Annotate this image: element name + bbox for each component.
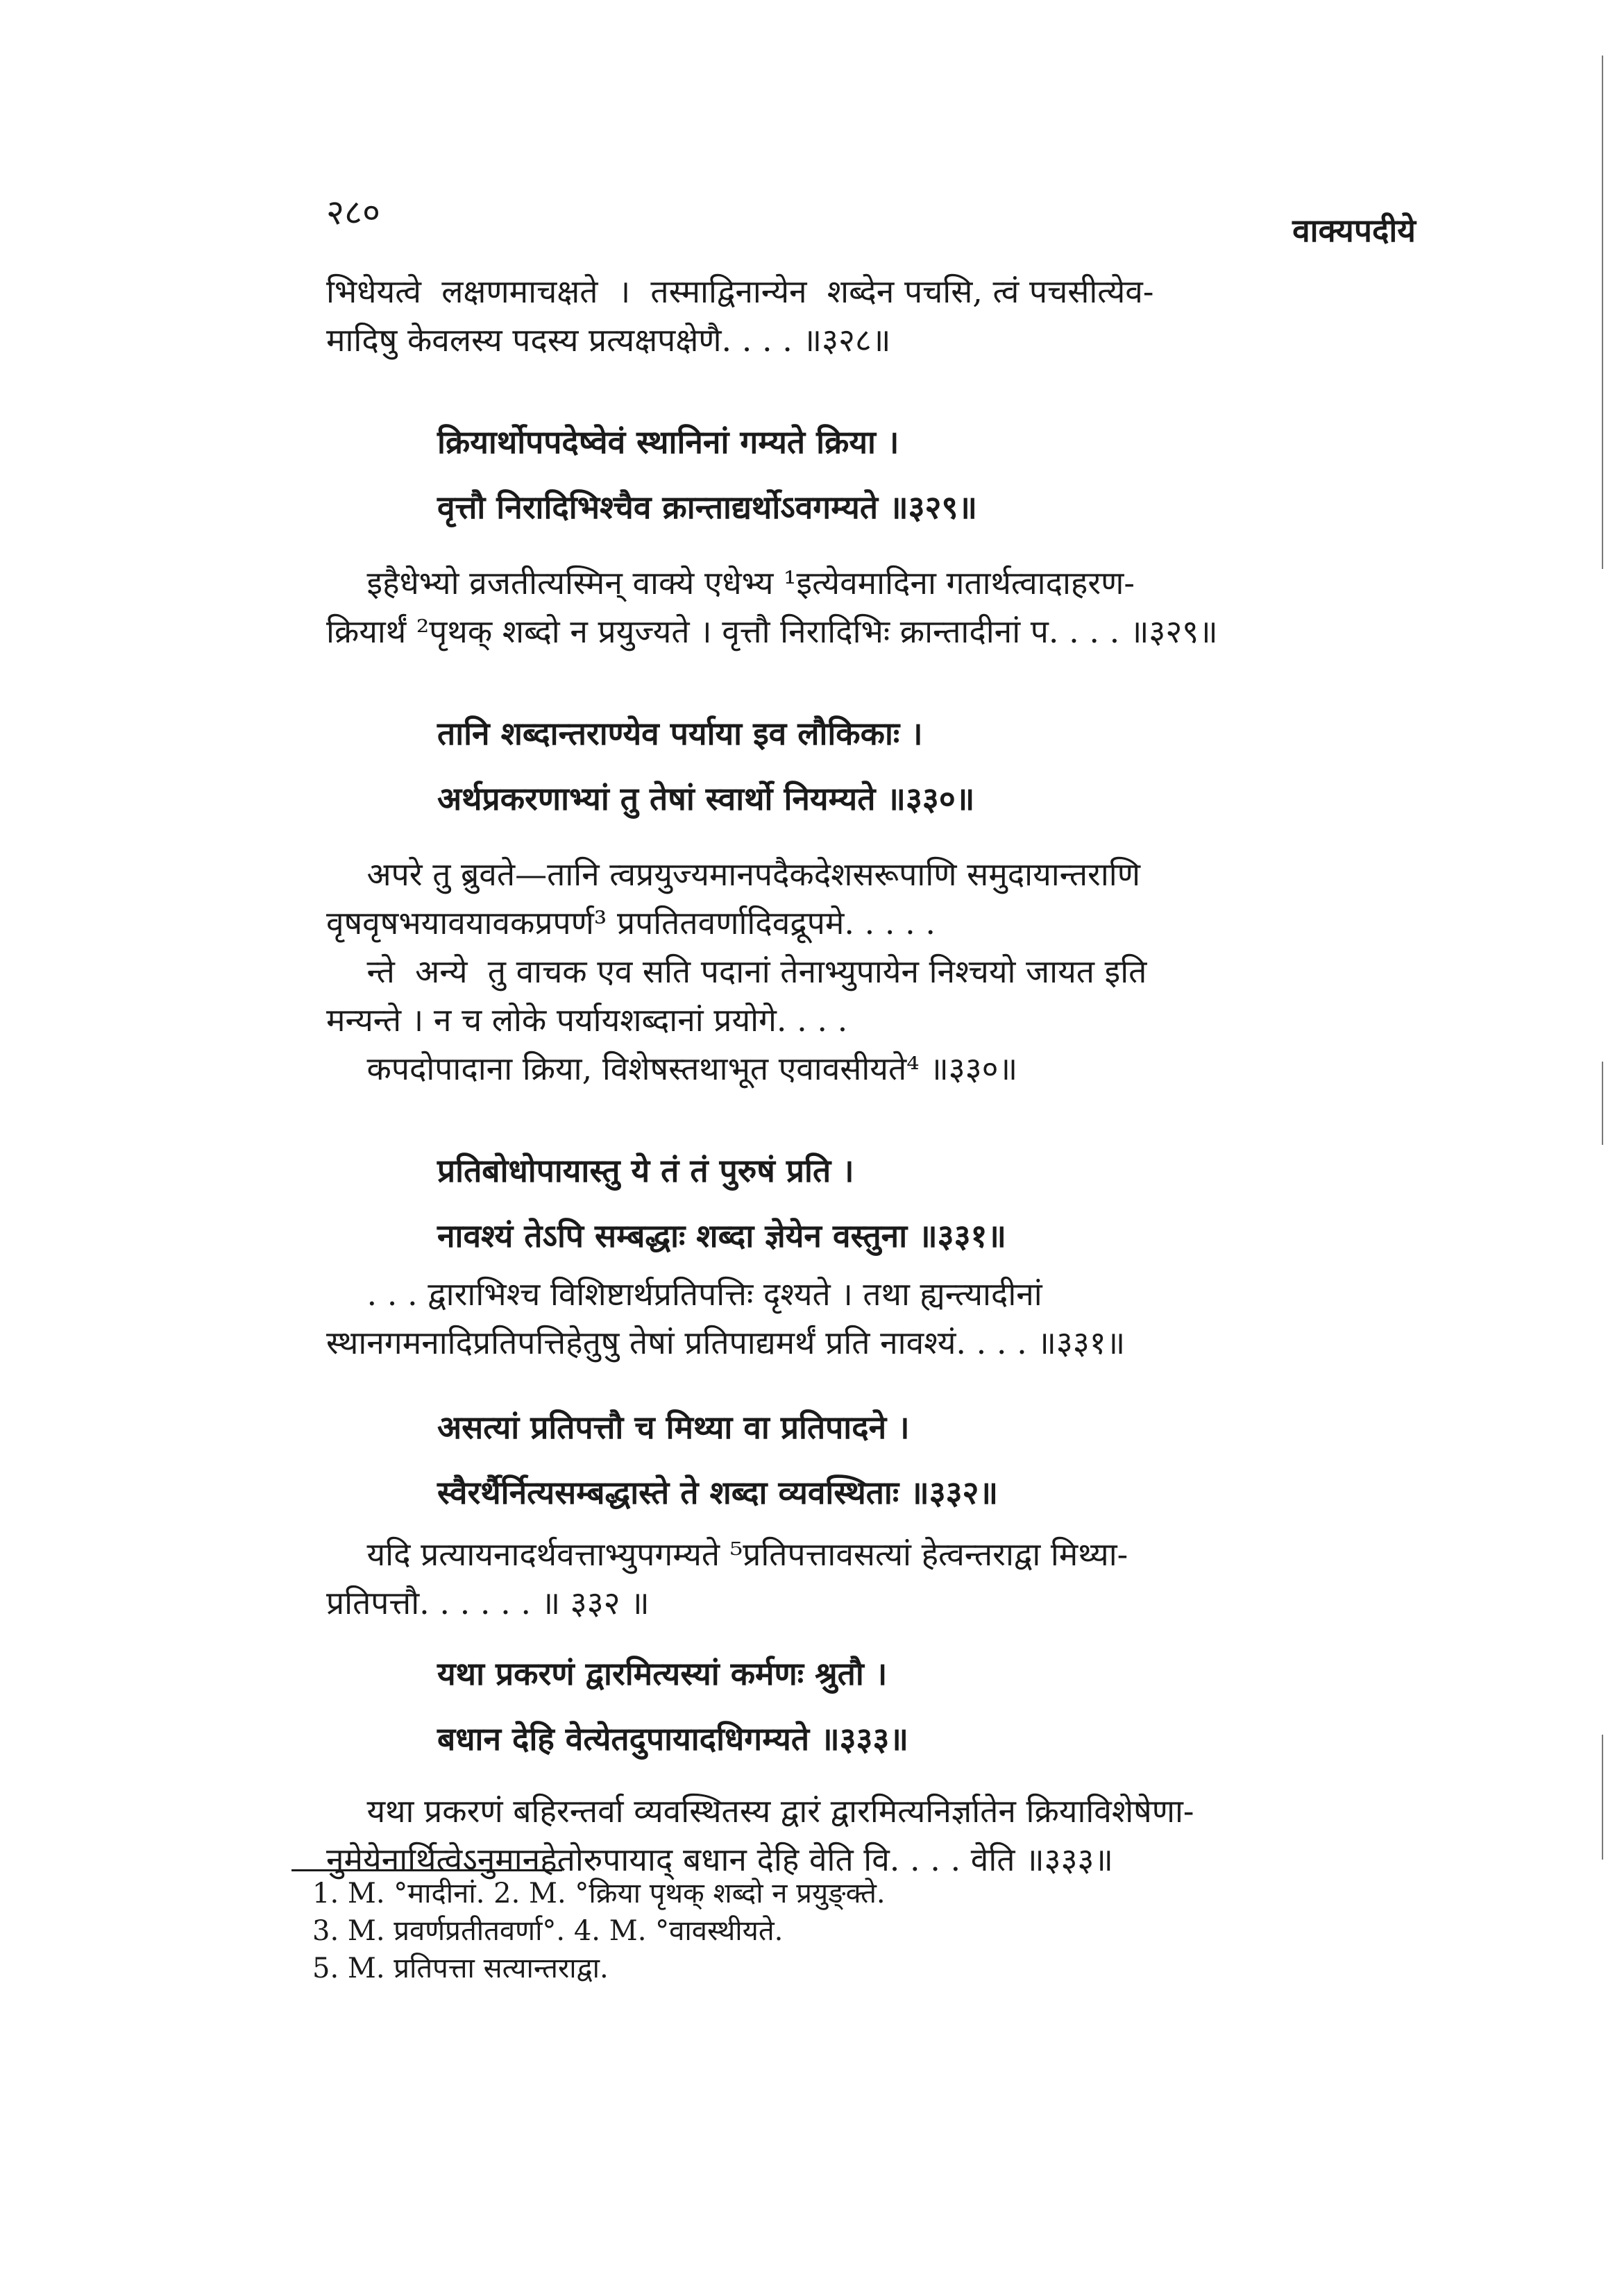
verse-line: स्वैरर्थैर्नित्यसम्बद्धास्ते ते शब्दा व्यवस्थिताः ॥३३२॥ [437, 1474, 999, 1511]
text-line: कपदोपादाना क्रिया, विशेषस्तथाभूत एवावसीयते⁴ ॥३३०॥ [326, 1050, 1018, 1087]
scan-edge-mark [1602, 56, 1603, 569]
text-line: प्रतिपत्तौ. . . . . . ॥ ३३२ ॥ [326, 1584, 650, 1622]
karika-verse [437, 1395, 998, 1525]
text-line: वृषवृषभयावयावकप्रपर्ण³ प्रपतितवर्णादिवद्रूपमे. . . . . [326, 904, 936, 942]
karika-verse [437, 1641, 908, 1771]
running-title: वाक्यपदीये [1292, 212, 1416, 249]
karika-verse [437, 701, 974, 831]
verse-line: क्रियार्थोपपदेष्वेवं स्थानिनां गम्यते क्रिया । [437, 423, 899, 461]
text-line: यथा प्रकरणं बहिरन्तर्वा व्यवस्थितस्य द्वारं द्वारमित्यनिर्ज्ञातेन क्रियाविशेषेणा- [326, 1792, 1194, 1830]
verse-line: बधान देहि वेत्येतदुपायादधिगम्यते ॥३३३॥ [437, 1720, 908, 1758]
karika-verse [437, 409, 977, 540]
text-line: . . . द्वाराभिश्च विशिष्टार्थप्रतिपत्तिः दृश्यते । तथा ह्यन्त्यादीनां [326, 1275, 1042, 1313]
text-line: भिधेयत्वे लक्षणमाचक्षते । तस्माद्विनान्येन शब्देन पचसि, त्वं पचसीत्येव- [326, 273, 1154, 310]
commentary-paragraph [326, 850, 1409, 1093]
karika-verse [437, 1138, 1006, 1268]
commentary-paragraph [326, 267, 1409, 364]
scan-edge-mark [1602, 1062, 1603, 1145]
footnotes [312, 1875, 886, 1987]
verse-line: तानि शब्दान्तराण्येव पर्याया इव लौकिकाः । [437, 715, 923, 752]
text-line: क्रियार्थं ²पृथक् शब्दो न प्रयुज्यते । वृत्तौ निरादिभिः क्रान्तादीनां प. . . . ॥३२९॥ [326, 613, 1218, 650]
text-line: अपरे तु ब्रुवते—तानि त्वप्रयुज्यमानपदैकदेशसरूपाणि समुदायान्तराणि [326, 856, 1140, 893]
verse-line: यथा प्रकरणं द्वारमित्यस्यां कर्मणः श्रुतौ । [437, 1655, 888, 1692]
text-line: मन्यन्ते । न च लोके पर्यायशब्दानां प्रयोगे. . . . [326, 1001, 848, 1039]
verse-line: नावश्यं तेऽपि सम्बद्धाः शब्दा ज्ञेयेन वस्तुना ॥३३१॥ [437, 1217, 1006, 1255]
scan-edge-mark [1602, 1735, 1603, 1860]
footnote-separator [291, 1869, 562, 1871]
verse-line: प्रतिबोधोपायास्तु ये तं तं पुरुषं प्रति । [437, 1152, 854, 1189]
footnote-line: 1. M. °मादीनां. 2. M. °क्रिया पृथक् शब्दो न प्रयुङ्क्ते. [312, 1878, 886, 1910]
commentary-paragraph [326, 1270, 1409, 1367]
text-line: इहैधेभ्यो व्रजतीत्यस्मिन् वाक्ये एधेभ्य ¹इत्येवमादिना गतार्थत्वादाहरण- [326, 564, 1135, 602]
text-line: स्थानगमनादिप्रतिपत्तिहेतुषु तेषां प्रतिपाद्यमर्थं प्रति नावश्यं. . . . ॥३३१॥ [326, 1324, 1126, 1361]
commentary-paragraph [326, 1530, 1409, 1627]
text-line: नुमेयेनार्थित्वेऽनुमानहेतोरुपायाद् बधान देहि वेति वि. . . . वेति ॥३३३॥ [326, 1841, 1113, 1878]
verse-line: अर्थप्रकरणाभ्यां तु तेषां स्वार्थो नियम्यते ॥३३०॥ [437, 780, 975, 817]
verse-line: असत्यां प्रतिपत्तौ च मिथ्या वा प्रतिपादने । [437, 1409, 910, 1446]
footnote-line: 5. M. प्रतिपत्ता सत्यान्तराद्वा. [312, 1953, 609, 1984]
page-number: २८० [326, 192, 380, 232]
footnote-line: 3. M. प्रवर्णप्रतीतवर्णा°. 4. M. °वावस्थीयते. [312, 1915, 784, 1947]
text-line: न्ते अन्ये तु वाचक एव सति पदानां तेनाभ्युपायेन निश्चयो जायत इति [326, 953, 1147, 990]
text-line: यदि प्रत्यायनादर्थवत्ताभ्युपगम्यते ⁵प्रतिपत्तावसत्यां हेत्वन्तराद्वा मिथ्या- [326, 1536, 1128, 1573]
verse-line: वृत्तौ निरादिभिश्चैव क्रान्ताद्यर्थोऽवगम्यते ॥३२९॥ [437, 488, 977, 526]
text-line: मादिषु केवलस्य पदस्य प्रत्यक्षपक्षेणै. . . . ॥३२८॥ [326, 321, 891, 359]
commentary-paragraph [326, 559, 1409, 656]
